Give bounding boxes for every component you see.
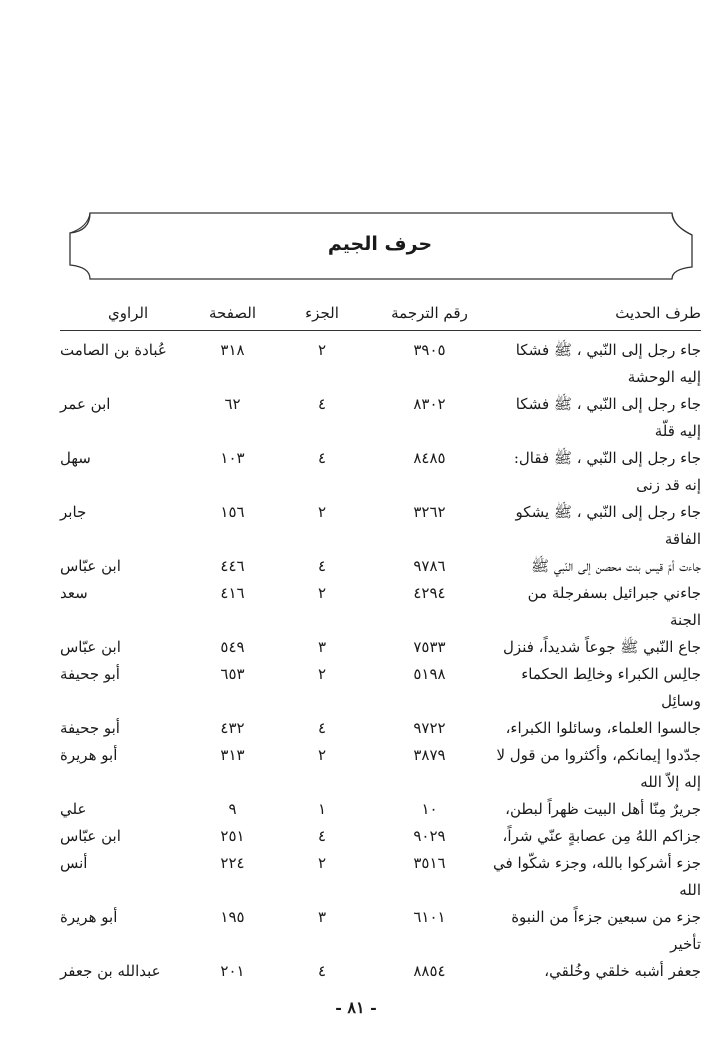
cell-page: ٦٢ — [224, 395, 241, 413]
cell-tarjama: ٩٠٢٩ — [413, 827, 446, 845]
table-row — [60, 742, 701, 796]
table-row — [60, 904, 701, 958]
table-row — [60, 796, 701, 823]
cell-tarjama: ٣٩٠٥ — [413, 341, 446, 359]
cell-rawi: ابن عبّاس — [60, 557, 121, 575]
cell-hadith: جزء أشركوا بالله، وجزء شكّوا في الله — [493, 854, 701, 899]
table-row — [60, 499, 701, 553]
cell-juz: ٢ — [317, 584, 327, 602]
cell-page: ٣١٨ — [220, 341, 245, 359]
cell-hadith: جاع النّبي ﷺ جوعاً شديداً، فنزل — [503, 638, 701, 656]
cell-rawi: أبو جحيفة — [60, 719, 120, 737]
cell-hadith: جزء من سبعين جزءاً من النبوة تأخير — [511, 908, 701, 953]
cell-hadith: جالِس الكبراء وخالِط الحكماء وسائِل — [521, 665, 701, 710]
cell-page: ١٩٥ — [220, 908, 245, 926]
cell-hadith: جاء رجل إلى النّبي ، ﷺ فشكا إليه الوحشة — [515, 341, 701, 386]
cell-tarjama: ٣٨٧٩ — [413, 746, 446, 764]
cell-rawi: أنس — [60, 854, 88, 872]
cell-hadith: جاء رجل إلى النّبي ، ﷺ فشكا إليه قلّة — [515, 395, 701, 440]
section-title: حرف الجيم — [327, 233, 433, 255]
cell-hadith: جدّدوا إيمانكم، وأكثروا من قول لا إله إلاّ الله — [496, 746, 701, 791]
cell-rawi: سعد — [60, 584, 88, 602]
cell-page: ٢٠١ — [220, 962, 245, 980]
cell-rawi: ابن عبّاس — [60, 638, 121, 656]
cell-rawi: جابر — [60, 503, 87, 521]
cell-tarjama: ٦١٠١ — [413, 908, 446, 926]
cell-hadith: جاءت أمّ قيس بنت محصن إلى النّبي ﷺ — [531, 557, 701, 575]
cell-hadith: جزاكم اللهُ مِن عصابةٍ عنّي شراً، — [502, 827, 701, 845]
cell-tarjama: ٨٤٨٥ — [413, 449, 446, 467]
cell-rawi: أبو جحيفة — [60, 665, 120, 683]
cell-juz: ٣ — [317, 908, 327, 926]
cell-tarjama: ٧٥٣٣ — [413, 638, 446, 656]
cell-page: ٤٣٢ — [220, 719, 245, 737]
section-title-frame — [60, 205, 700, 285]
cell-juz: ٢ — [317, 665, 327, 683]
table-row — [60, 661, 701, 715]
cell-page: ٤٤٦ — [220, 557, 245, 575]
table-row — [60, 391, 701, 445]
table-header — [60, 296, 701, 331]
cell-tarjama: ١٠ — [421, 800, 438, 818]
cell-juz: ٤ — [317, 395, 327, 413]
cell-juz: ٤ — [317, 962, 327, 980]
cell-juz: ٤ — [317, 827, 327, 845]
header-juz: الجزء — [305, 304, 339, 322]
header-page: الصفحة — [208, 304, 257, 322]
cell-tarjama: ٥١٩٨ — [413, 665, 446, 683]
cell-hadith: جريرٌ مِنّا أهل البيت ظهراً لبطن، — [505, 800, 701, 818]
table-row — [60, 553, 701, 580]
cell-hadith: جعفر أشبه خلقي وخُلقي، — [544, 962, 701, 980]
header-hadith: طرف الحديث — [615, 304, 701, 322]
cell-rawi: أبو هريرة — [60, 908, 118, 926]
cell-page: ٢٥١ — [220, 827, 245, 845]
cell-juz: ٤ — [317, 557, 327, 575]
cell-page: ١٥٦ — [220, 503, 245, 521]
table-row — [60, 337, 701, 391]
cell-page: ٩ — [228, 800, 237, 818]
cell-juz: ٢ — [317, 854, 327, 872]
table-row — [60, 634, 701, 661]
cell-page: ٦٥٣ — [220, 665, 245, 683]
cell-rawi: سهل — [60, 449, 91, 467]
cell-tarjama: ٣٥١٦ — [413, 854, 446, 872]
header-tarjama: رقم الترجمة — [391, 304, 468, 322]
table-row — [60, 823, 701, 850]
cell-tarjama: ٤٢٩٤ — [413, 584, 446, 602]
cell-tarjama: ٣٢٦٢ — [413, 503, 446, 521]
cell-juz: ٣ — [317, 638, 327, 656]
table-row — [60, 445, 701, 499]
cell-page: ١٠٣ — [220, 449, 245, 467]
cell-tarjama: ٨٣٠٢ — [413, 395, 446, 413]
cell-rawi: عبدالله بن جعفر — [60, 962, 161, 980]
cell-tarjama: ٩٧٨٦ — [413, 557, 446, 575]
cell-rawi: ابن عبّاس — [60, 827, 121, 845]
table-row — [60, 958, 701, 985]
header-rawi: الراوي — [108, 304, 149, 322]
cell-page: ٣١٣ — [220, 746, 245, 764]
cell-juz: ٢ — [317, 341, 327, 359]
cell-page: ٥٤٩ — [220, 638, 245, 656]
cell-juz: ١ — [317, 800, 327, 818]
page-number: - ٨١ - — [335, 998, 377, 1017]
cell-rawi: عُبادة بن الصامت — [60, 341, 167, 359]
hadith-index-table — [60, 296, 701, 985]
cell-hadith: جالسوا العلماء، وسائلوا الكبراء، — [505, 719, 701, 737]
cell-rawi: أبو هريرة — [60, 746, 118, 764]
cell-tarjama: ٨٨٥٤ — [413, 962, 446, 980]
cell-hadith: جاءني جبرائيل بسفرجلة من الجنة — [527, 584, 701, 629]
table-body — [60, 337, 701, 985]
table-row — [60, 580, 701, 634]
cell-juz: ٢ — [317, 503, 327, 521]
cell-juz: ٢ — [317, 746, 327, 764]
cell-page: ٤١٦ — [220, 584, 245, 602]
cell-tarjama: ٩٧٢٢ — [413, 719, 446, 737]
table-row — [60, 850, 701, 904]
table-row — [60, 715, 701, 742]
cell-juz: ٤ — [317, 719, 327, 737]
cell-page: ٢٢٤ — [220, 854, 245, 872]
cell-rawi: ابن عمر — [60, 395, 111, 413]
cell-juz: ٤ — [317, 449, 327, 467]
cell-rawi: علي — [60, 800, 87, 818]
cell-hadith: جاء رجل إلى النّبي ، ﷺ يشكو الفاقة — [515, 503, 701, 548]
cell-hadith: جاء رجل إلى النّبي ، ﷺ فقال: إنه قد زنى — [513, 449, 701, 494]
